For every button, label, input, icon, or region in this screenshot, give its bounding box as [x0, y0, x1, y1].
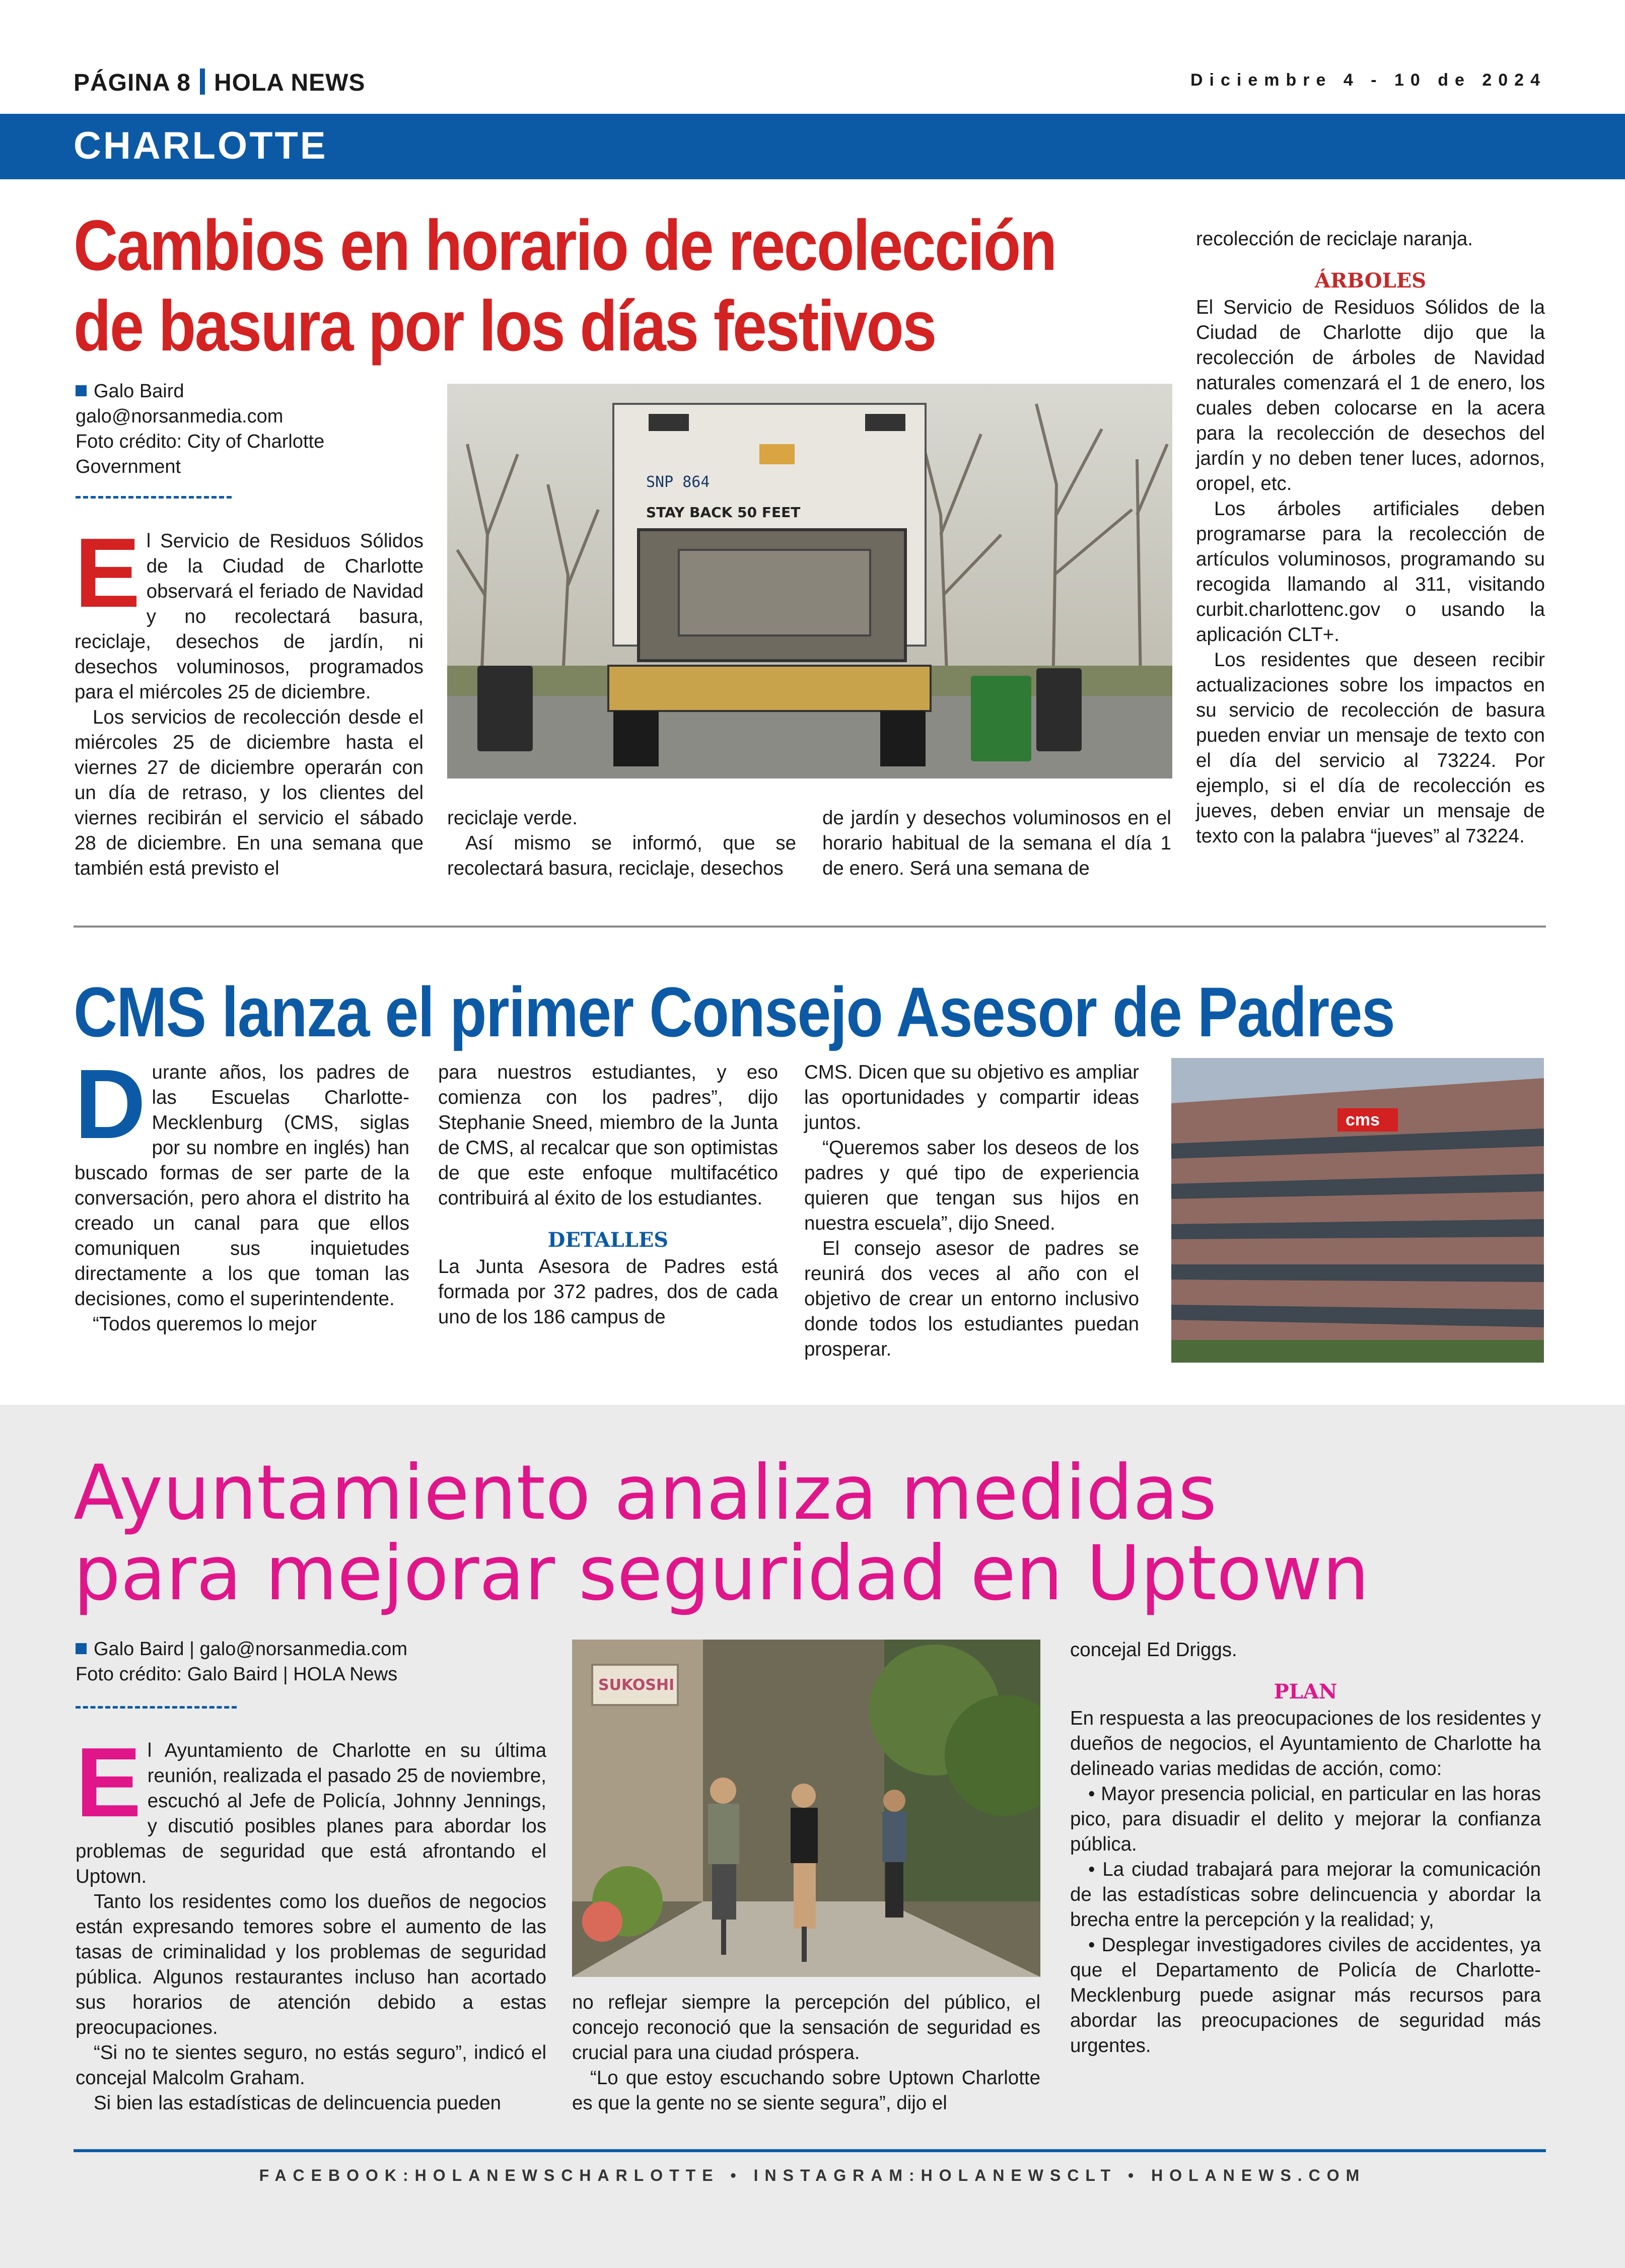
- article2-paragraph: urante años, los padres de las Escuelas Charlotte-Mecklenburg (CMS, siglas por su nombre en inglés) han buscado formas de ser parte de la conversación, pero ahora el distrito ha creado un canal para que ellos comuniquen sus inquietudes directamente a los que toman las decisiones, como el superintendente.: [75, 1061, 409, 1310]
- section-banner: [0, 114, 1625, 179]
- page-header-left: [74, 68, 365, 97]
- article1-paragraph: Así mismo se informó, que se recolectará basura, reciclaje, desechos: [447, 832, 796, 879]
- photo-credit-line1: Foto crédito: City of Charlotte: [76, 431, 325, 452]
- store-sign-text: SUKOSHI: [598, 1676, 675, 1694]
- list-item: • Desplegar investigadores civiles de accidentes, ya que el Departamento de Policía de Charlotte-Mecklenburg puede asignar más recursos para abordar las preocupaciones de seguridad más urgentes.: [1070, 1934, 1541, 2057]
- article3-paragraph: Tanto los residentes como los dueños de negocios están expresando temores sobre el aumento de las tasas de criminalidad y los problemas de seguridad pública. Algunos restaurantes incluso han acortado sus horarios de atención debido a estas preocupaciones.: [76, 1891, 546, 2038]
- article3-column-3: [1070, 1638, 1541, 2059]
- article1-paragraph: l Servicio de Residuos Sólidos de la Ciudad de Charlotte observará el feriado de Navidad y no recolectará basura, reciclaje, desechos de jardín, ni desechos voluminosos, programados para el miércoles 25 de diciembre.: [75, 530, 423, 703]
- truck-sign-text: STAY BACK 50 FEET: [646, 504, 801, 521]
- byline-bullet-icon: [76, 1643, 87, 1654]
- article3-paragraph: “Si no te sientes seguro, no estás seguro”, indicó el concejal Malcolm Graham.: [76, 2042, 546, 2089]
- subhead-plan: PLAN: [1274, 1680, 1337, 1704]
- byline-dash-rule: [76, 1706, 237, 1709]
- dropcap: E: [75, 518, 140, 628]
- list-item: • Mayor presencia policial, en particular en las horas pico, para disuadir el delito y mejorar la confianza pública.: [1070, 1783, 1541, 1855]
- article1-byline: [76, 379, 358, 479]
- cms-building-photo: [1171, 1058, 1544, 1363]
- article1-paragraph: reciclaje verde.: [447, 807, 578, 829]
- article2-paragraph: “Queremos saber los deseos de los padres y qué tipo de experiencia quieren que tengan sus hijos en nuestra escuela”, dijo Sneed.: [804, 1137, 1139, 1234]
- truck-plate-text: SNP 864: [646, 473, 710, 491]
- article1-column-4: [1196, 227, 1545, 849]
- article2-paragraph: El consejo asesor de padres se reunirá dos veces al año con el objetivo de crear un entorno inclusivo donde todos los estudiantes puedan prosperar.: [804, 1238, 1139, 1360]
- byline-bullet-icon: [76, 385, 87, 396]
- article1-paragraph: Los servicios de recolección desde el miércoles 25 de diciembre hasta el viernes 27 de diciembre operarán con un día de retraso, y los clientes del viernes recibirán el servicio el sábado 28 de diciembre. En una semana que también está previsto el: [75, 706, 423, 879]
- article3-paragraph: “Lo que estoy escuchando sobre Uptown Charlotte es que la gente no se siente segura”, dijo el: [572, 2067, 1040, 2114]
- article3-paragraph: concejal Ed Driggs.: [1070, 1639, 1237, 1661]
- photo-credit-line2: Government: [76, 456, 181, 477]
- subhead-arboles: ÁRBOLES: [1314, 269, 1427, 293]
- article3-column-2: [572, 1990, 1040, 2116]
- garbage-truck-image: [447, 384, 1172, 778]
- article1-paragraph: recolección de reciclaje naranja.: [1196, 228, 1473, 250]
- article2-column-1: [75, 1049, 409, 1337]
- author-name: Galo Baird: [94, 381, 184, 402]
- article1-column-3: [822, 806, 1171, 881]
- subhead-detalles: DETALLES: [547, 1228, 669, 1252]
- article1-column-1: [75, 518, 423, 881]
- article3-headline-line2: para mejorar seguridad en Uptown: [74, 1530, 1370, 1617]
- author-byline: Galo Baird | galo@norsanmedia.com: [94, 1639, 407, 1660]
- article3-byline: [76, 1637, 509, 1687]
- cms-sign-text: cms: [1346, 1110, 1380, 1129]
- article2-paragraph: para nuestros estudiantes, y eso comienza con los padres”, dijo Stephanie Sneed, miembro de la Junta de CMS, al recalcar que son optimistas de que este enfoque multifacético contribuirá al éxito de los estudiantes.: [438, 1061, 778, 1209]
- footer-rule: [74, 2149, 1546, 2152]
- action-measures-list: [1070, 1782, 1541, 2059]
- article3-paragraph: no reflejar siempre la percepción del público, el concejo reconoció que la sensación de seguridad es crucial para una ciudad próspera.: [572, 1992, 1040, 2064]
- photo-credit: Foto crédito: Galo Baird | HOLA News: [76, 1664, 398, 1685]
- dropcap: D: [75, 1049, 146, 1159]
- issue-date: Diciembre 4 - 10 de 2024: [1190, 70, 1546, 90]
- author-email: galo@norsanmedia.com: [76, 406, 284, 427]
- uptown-street-photo: [572, 1640, 1040, 1977]
- publication-name: HOLA NEWS: [214, 69, 366, 96]
- article2-paragraph: La Junta Asesora de Padres está formada por 372 padres, dos de cada uno de los 186 campus de: [438, 1256, 778, 1328]
- article1-paragraph: Los residentes que deseen recibir actualizaciones sobre los impactos en su servicio de recolección de basura pueden enviar un mensaje de texto con el día del servicio al 73224. Por ejemplo, si el día de recolección es jueves, deben enviar un mensaje de texto con la palabra “jueves” al 73224.: [1196, 649, 1545, 847]
- article1-paragraph: de jardín y desechos voluminosos en el horario habitual de la semana el día 1 de enero. Será una semana de: [822, 807, 1171, 879]
- article3-column-1: [76, 1727, 546, 2116]
- article1-headline-line1: Cambios en horario de recolección: [74, 205, 1056, 286]
- section-divider: [74, 926, 1546, 928]
- article2-paragraph: “Todos queremos lo mejor: [93, 1313, 317, 1335]
- article2-paragraph: CMS. Dicen que su objetivo es ampliar las oportunidades y compartir ideas juntos.: [804, 1061, 1139, 1133]
- header-divider: [200, 68, 205, 95]
- article3-headline-line1: Ayuntamiento analiza medidas: [74, 1449, 1217, 1537]
- cms-building-image: [1171, 1058, 1544, 1363]
- article1-headline: [74, 205, 1202, 367]
- article3-paragraph: En respuesta a las preocupaciones de los residentes y dueños de negocios, el Ayuntamiento de Charlotte ha delineado varias medidas de acción, como:: [1070, 1708, 1541, 1780]
- article3-paragraph: l Ayuntamiento de Charlotte en su última reunión, realizada el pasado 25 de noviembre, escuchó al Jefe de Policía, Johnny Jennings, y discutió posibles planes para abordar los problemas de seguridad que está afrontando el Uptown.: [76, 1740, 546, 1887]
- article3-headline: [74, 1449, 1396, 1617]
- article1-headline-line2: de basura por los días festivos: [74, 286, 936, 366]
- byline-dash-rule: [76, 496, 232, 499]
- article1-paragraph: El Servicio de Residuos Sólidos de la Ciudad de Charlotte dijo que la recolección de árboles de Navidad naturales comenzará el 1 de enero, los cuales deben colocarse en la acera para la recolección de desechos del jardín y no deben tener luces, adornos, oropel, etc.: [1196, 297, 1545, 494]
- page-number: PÁGINA 8: [74, 69, 191, 96]
- article3-paragraph: Si bien las estadísticas de delincuencia pueden: [94, 2092, 502, 2114]
- article1-paragraph: Los árboles artificiales deben programarse para la recolección de artículos voluminosos, programando su recogida llamando al 311, visitando curbit.charlottenc.gov o usando la aplicación CLT+.: [1196, 498, 1545, 646]
- uptown-street-image: [572, 1640, 1040, 1977]
- garbage-truck-photo: [447, 384, 1172, 778]
- dropcap: E: [76, 1727, 142, 1837]
- list-item: • La ciudad trabajará para mejorar la comunicación de las estadísticas sobre delincuencia y abordar la brecha entre la percepción y la realidad; y,: [1070, 1859, 1541, 1931]
- article2-headline: CMS lanza el primer Consejo Asesor de Padres: [74, 972, 1395, 1051]
- article1-column-2: [447, 806, 796, 881]
- footer-social-links: FACEBOOK:HOLANEWSCHARLOTTE • INSTAGRAM:HOLANEWSCLT • HOLANEWS.COM: [259, 2166, 1366, 2184]
- article2-column-3: [804, 1060, 1139, 1362]
- article2-column-2: [438, 1060, 778, 1330]
- section-title: CHARLOTTE: [74, 124, 328, 167]
